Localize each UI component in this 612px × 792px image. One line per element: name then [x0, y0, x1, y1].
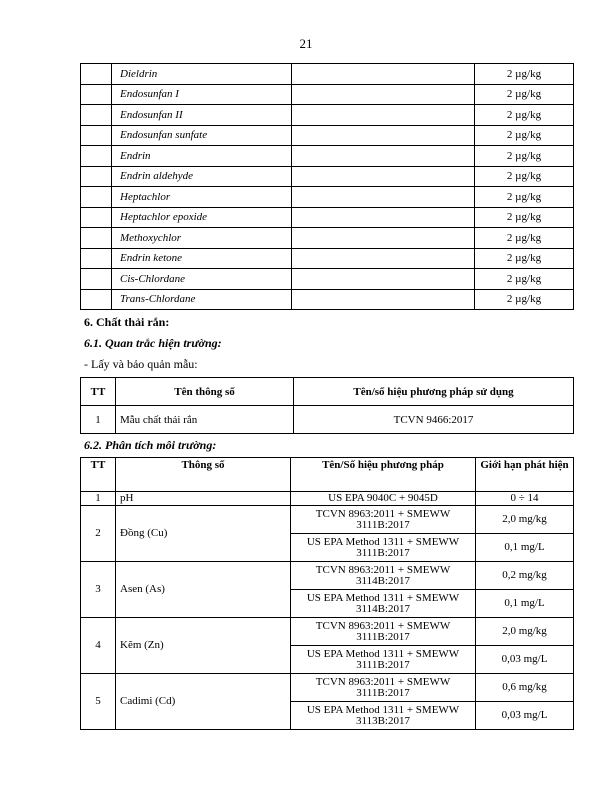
- row-tt: [81, 187, 112, 208]
- row-limit: 2,0 mg/kg: [476, 506, 574, 534]
- row-param: Cadimi (Cd): [116, 674, 291, 730]
- table-header-row: [81, 458, 574, 492]
- table-row: [81, 146, 574, 167]
- table-row: [81, 105, 574, 126]
- row-method: TCVN 8963:2011 + SMEWW 3114B:2017: [291, 562, 476, 590]
- row-param: Kẽm (Zn): [116, 618, 291, 674]
- row-tt: [81, 84, 112, 105]
- row-method: US EPA Method 1311 + SMEWW 3113B:2017: [291, 702, 476, 730]
- header-method: Tên/số hiệu phương pháp sử dụng: [294, 378, 574, 406]
- row-tt: 1: [81, 492, 116, 506]
- pesticide-limit: 2 µg/kg: [475, 187, 574, 208]
- header-limit: Giới hạn phát hiện: [476, 458, 574, 492]
- row-method: US EPA Method 1311 + SMEWW 3111B:2017: [291, 646, 476, 674]
- table-row: [81, 207, 574, 228]
- row-limit: 0,1 mg/L: [476, 590, 574, 618]
- pesticide-method: [292, 248, 475, 269]
- row-limit: 0,2 mg/kg: [476, 562, 574, 590]
- pesticide-limit: 2 µg/kg: [475, 166, 574, 187]
- pesticide-name: Endrin: [112, 146, 292, 167]
- section-6-2-heading: 6.2. Phân tích môi trường:: [84, 438, 217, 452]
- row-tt: 1: [81, 406, 116, 434]
- table-row: [81, 166, 574, 187]
- row-limit: 2,0 mg/kg: [476, 618, 574, 646]
- row-method: US EPA 9040C + 9045D: [291, 492, 476, 506]
- row-limit: 0,1 mg/L: [476, 534, 574, 562]
- pesticide-limit: 2 µg/kg: [475, 269, 574, 290]
- header-method: Tên/Số hiệu phương pháp: [291, 458, 476, 492]
- table-row: [81, 125, 574, 146]
- pesticide-name: Endosunfan II: [112, 105, 292, 126]
- pesticide-method: [292, 105, 475, 126]
- pesticide-method: [292, 228, 475, 249]
- row-tt: [81, 289, 112, 310]
- pesticide-limit: 2 µg/kg: [475, 228, 574, 249]
- sampling-note: - Lấy và bảo quản mẫu:: [84, 357, 198, 371]
- row-method: TCVN 9466:2017: [294, 406, 574, 434]
- row-tt: [81, 166, 112, 187]
- row-tt: [81, 64, 112, 85]
- table-row: [81, 84, 574, 105]
- pesticide-method: [292, 289, 475, 310]
- row-method: US EPA Method 1311 + SMEWW 3114B:2017: [291, 590, 476, 618]
- header-param: Tên thông số: [116, 378, 294, 406]
- row-tt: 4: [81, 618, 116, 674]
- pesticide-method: [292, 125, 475, 146]
- section-6-heading: 6. Chất thải rắn:: [84, 315, 170, 329]
- page-number: 21: [299, 36, 313, 51]
- pesticide-name: Trans-Chlordane: [112, 289, 292, 310]
- row-tt: 2: [81, 506, 116, 562]
- table-row: [81, 64, 574, 85]
- row-param: pH: [116, 492, 291, 506]
- row-tt: [81, 146, 112, 167]
- row-tt: 5: [81, 674, 116, 730]
- pesticide-method: [292, 166, 475, 187]
- pesticide-method: [292, 64, 475, 85]
- pesticide-name: Endrin ketone: [112, 248, 292, 269]
- pesticide-name: Heptachlor epoxide: [112, 207, 292, 228]
- pesticide-limit: 2 µg/kg: [475, 105, 574, 126]
- row-method: TCVN 8963:2011 + SMEWW 3111B:2017: [291, 674, 476, 702]
- pesticide-limit: 2 µg/kg: [475, 289, 574, 310]
- pesticide-limit: 2 µg/kg: [475, 248, 574, 269]
- row-tt: 3: [81, 562, 116, 618]
- table-row: [81, 289, 574, 310]
- table-row: [81, 492, 574, 506]
- row-limit: 0,03 mg/L: [476, 702, 574, 730]
- row-param: Asen (As): [116, 562, 291, 618]
- pesticide-name: Cis-Chlordane: [112, 269, 292, 290]
- pesticide-limit: 2 µg/kg: [475, 84, 574, 105]
- table-row: [81, 406, 574, 434]
- row-tt: [81, 248, 112, 269]
- pesticide-name: Dieldrin: [112, 64, 292, 85]
- pesticide-method: [292, 146, 475, 167]
- table-row: [81, 506, 574, 534]
- row-method: US EPA Method 1311 + SMEWW 3111B:2017: [291, 534, 476, 562]
- pesticide-name: Methoxychlor: [112, 228, 292, 249]
- row-tt: [81, 105, 112, 126]
- analysis-table-body: [81, 458, 574, 730]
- row-tt: [81, 269, 112, 290]
- row-limit: 0,6 mg/kg: [476, 674, 574, 702]
- row-tt: [81, 228, 112, 249]
- pesticide-method: [292, 207, 475, 228]
- pesticide-limits-table: [80, 63, 574, 310]
- table-row: [81, 674, 574, 702]
- pesticide-method: [292, 269, 475, 290]
- pesticide-method: [292, 187, 475, 208]
- section-6-1-heading: 6.1. Quan trắc hiện trường:: [84, 336, 222, 350]
- table-row: [81, 228, 574, 249]
- table-row: [81, 187, 574, 208]
- row-tt: [81, 207, 112, 228]
- row-limit: 0,03 mg/L: [476, 646, 574, 674]
- analysis-methods-table: [80, 457, 574, 730]
- table-header-row: [81, 378, 574, 406]
- row-limit: 0 ÷ 14: [476, 492, 574, 506]
- pesticide-method: [292, 84, 475, 105]
- header-param: Thông số: [116, 458, 291, 492]
- table-row: [81, 562, 574, 590]
- pesticide-table-body: [81, 64, 574, 310]
- row-method: TCVN 8963:2011 + SMEWW 3111B:2017: [291, 618, 476, 646]
- pesticide-limit: 2 µg/kg: [475, 146, 574, 167]
- pesticide-name: Endosunfan I: [112, 84, 292, 105]
- row-param: Đồng (Cu): [116, 506, 291, 562]
- header-tt: TT: [81, 458, 116, 492]
- pesticide-name: Endrin aldehyde: [112, 166, 292, 187]
- pesticide-limit: 2 µg/kg: [475, 64, 574, 85]
- header-tt: TT: [81, 378, 116, 406]
- row-tt: [81, 125, 112, 146]
- row-method: TCVN 8963:2011 + SMEWW 3111B:2017: [291, 506, 476, 534]
- table-row: [81, 618, 574, 646]
- pesticide-name: Heptachlor: [112, 187, 292, 208]
- pesticide-limit: 2 µg/kg: [475, 207, 574, 228]
- pesticide-name: Endosunfan sunfate: [112, 125, 292, 146]
- table-row: [81, 269, 574, 290]
- row-param: Mẫu chất thải rắn: [116, 406, 294, 434]
- table-row: [81, 248, 574, 269]
- pesticide-limit: 2 µg/kg: [475, 125, 574, 146]
- sampling-methods-table: [80, 377, 574, 434]
